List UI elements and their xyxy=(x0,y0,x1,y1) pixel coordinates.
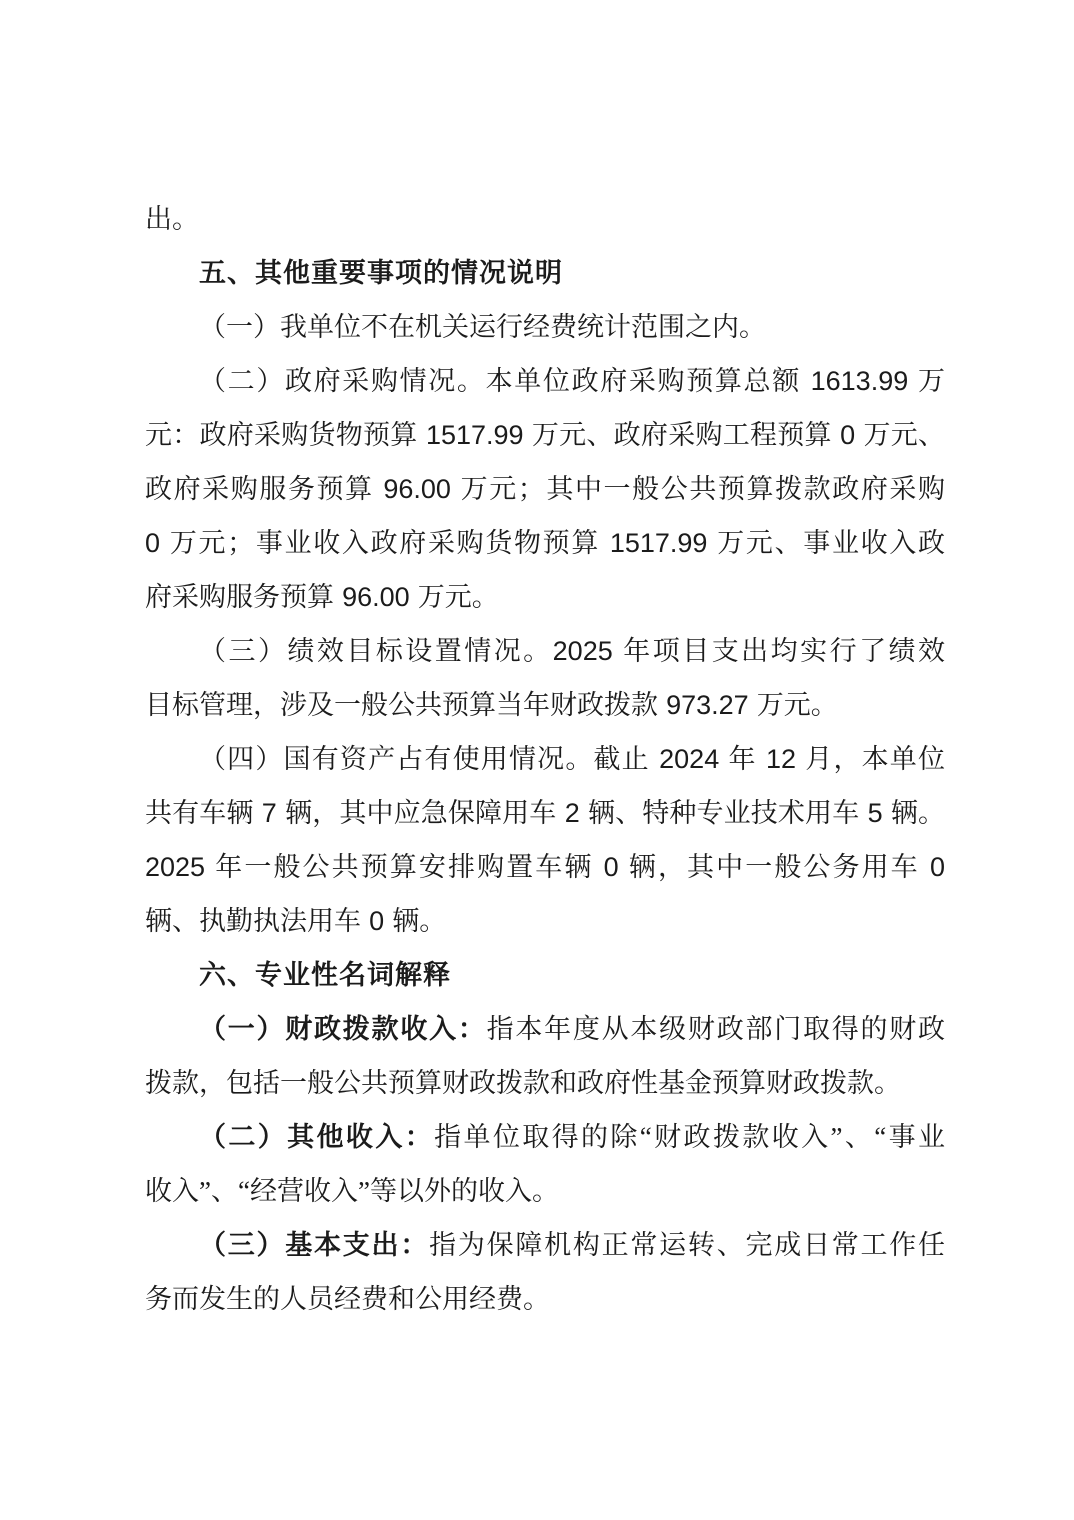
para-5-4-line xyxy=(145,786,945,840)
number: 1517.99 xyxy=(425,420,524,450)
section-heading-5 xyxy=(145,246,945,300)
document-body xyxy=(145,192,945,1326)
text-segment: 收入”、“经营收入”等以外的收入。 xyxy=(145,1176,559,1206)
text-segment: （四）国有资产占有使用情况。截止 2024 年 12 月，本单位 xyxy=(199,744,945,774)
number: 5 xyxy=(867,798,883,828)
para-5-3-line xyxy=(145,678,945,732)
number: 1517.99 xyxy=(609,528,708,558)
text-segment: 目标管理，涉及一般公共预算当年财政拨款 973.27 万元。 xyxy=(145,690,838,720)
number: 2024 xyxy=(659,744,720,774)
number: 1613.99 xyxy=(810,366,909,396)
para-6-2-line xyxy=(145,1164,945,1218)
para-5-3-line xyxy=(145,624,945,678)
number: 0 xyxy=(145,528,161,558)
para-tail-line xyxy=(145,192,945,246)
number: 12 xyxy=(765,744,796,774)
defined-term: （三）基本支出： xyxy=(199,1230,430,1260)
number: 0 xyxy=(840,420,856,450)
para-5-2-line xyxy=(145,516,945,570)
text-segment: 辆、执勤执法用车 0 辆。 xyxy=(145,906,447,936)
text-segment: 指单位取得的除“财政拨款收入”、“事业 xyxy=(434,1122,946,1152)
defined-term: （一）财政拨款收入： xyxy=(199,1014,487,1044)
para-5-2-line xyxy=(145,354,945,408)
number: 96.00 xyxy=(383,474,451,504)
para-5-4-line xyxy=(145,894,945,948)
text-segment: 2025 年一般公共预算安排购置车辆 0 辆，其中一般公务用车 0 xyxy=(145,852,945,882)
number: 0 xyxy=(603,852,619,882)
text-segment: （二）政府采购情况。本单位政府采购预算总额 1613.99 万 xyxy=(199,366,945,396)
text-segment: 务而发生的人员经费和公用经费。 xyxy=(145,1284,550,1314)
text-segment: 指为保障机构正常运转、完成日常工作任 xyxy=(429,1230,946,1260)
para-5-1-line xyxy=(145,300,945,354)
para-5-2-line xyxy=(145,462,945,516)
text-segment: 政府采购服务预算 96.00 万元；其中一般公共预算拨款政府采购 xyxy=(145,474,945,504)
number: 0 xyxy=(369,906,385,936)
text-segment: 拨款，包括一般公共预算财政拨款和政府性基金预算财政拨款。 xyxy=(145,1068,901,1098)
defined-term: （二）其他收入： xyxy=(199,1122,435,1152)
number: 0 xyxy=(929,852,945,882)
number: 2025 xyxy=(552,636,613,666)
text-segment: 指本年度从本级财政部门取得的财政 xyxy=(486,1014,946,1044)
number: 2025 xyxy=(145,852,206,882)
text-segment: 府采购服务预算 96.00 万元。 xyxy=(145,582,499,612)
text-segment: 元：政府采购货物预算 1517.99 万元、政府采购工程预算 0 万元、 xyxy=(145,420,945,450)
number: 2 xyxy=(564,798,580,828)
text-segment: 六、专业性名词解释 xyxy=(199,960,451,990)
para-6-2-line xyxy=(145,1110,945,1164)
text-segment: 0 万元；事业收入政府采购货物预算 1517.99 万元、事业收入政 xyxy=(145,528,945,558)
text-segment: （三）绩效目标设置情况。2025 年项目支出均实行了绩效 xyxy=(199,636,946,666)
para-5-2-line xyxy=(145,408,945,462)
text-segment: 出。 xyxy=(145,204,199,234)
para-6-3-line xyxy=(145,1218,945,1272)
number: 96.00 xyxy=(342,582,410,612)
para-6-1-line xyxy=(145,1056,945,1110)
para-5-4-line xyxy=(145,732,945,786)
para-5-2-line xyxy=(145,570,945,624)
para-6-1-line xyxy=(145,1002,945,1056)
number: 7 xyxy=(261,798,277,828)
text-segment: （一）我单位不在机关运行经费统计范围之内。 xyxy=(199,312,766,342)
para-6-3-line xyxy=(145,1272,945,1326)
text-segment: 共有车辆 7 辆，其中应急保障用车 2 辆、特种专业技术用车 5 辆。 xyxy=(145,798,945,828)
para-5-4-line xyxy=(145,840,945,894)
number: 973.27 xyxy=(666,690,749,720)
text-segment: 五、其他重要事项的情况说明 xyxy=(199,258,563,288)
section-heading-6 xyxy=(145,948,945,1002)
